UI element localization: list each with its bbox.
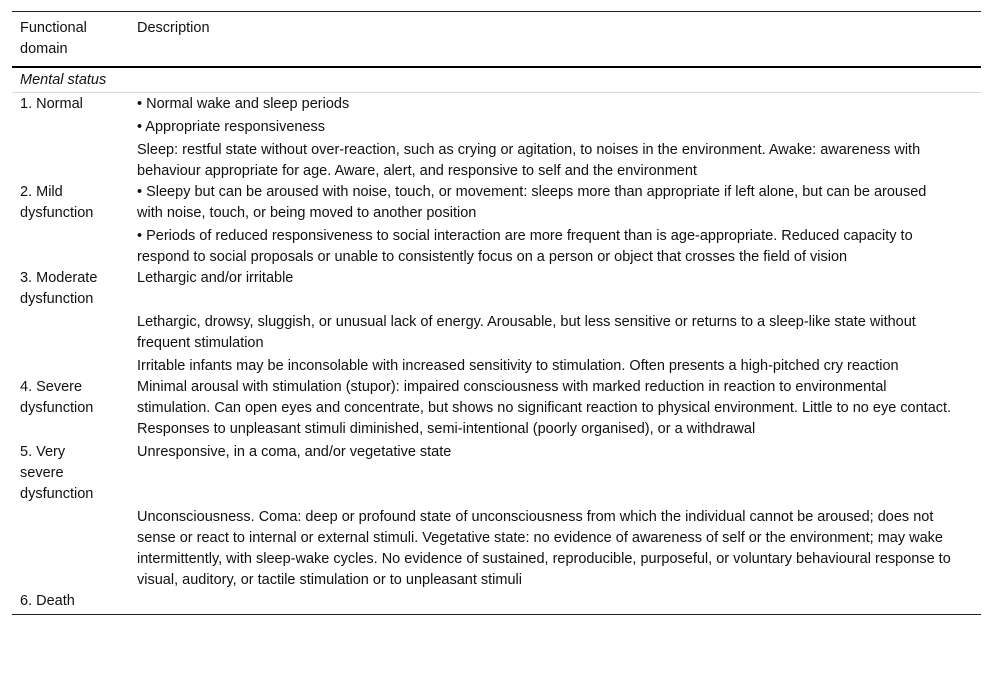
description-text: Lethargic and/or irritable [137, 270, 294, 286]
table-row [12, 268, 981, 377]
section-mental-status: Mental status [12, 68, 981, 93]
header-functional-domain: Functional domain [20, 20, 87, 57]
description-cell [137, 268, 981, 377]
table-row [12, 182, 981, 268]
description-cell [137, 182, 981, 268]
description-text: Unconsciousness. Coma: deep or profound state of unconsciousness from which the individual cannot be aroused; does not sense or react to internal or external stimuli. Vegetative state: no evidence of awareness of self or the environment; may wake intermittently, with sleep-wake cycles. No evidence of sustained, reproducible, purposeful, or voluntary behavioural response to visual, auditory, or tactile stimulation or to unpleasant stimuli [137, 509, 951, 588]
table-row [12, 93, 981, 182]
domain-label: 5. Very severe dysfunction [20, 444, 94, 502]
domain-label: 2. Mild dysfunction [20, 184, 94, 221]
header-description: Description [137, 20, 210, 36]
description-cell [137, 377, 981, 442]
functional-domain-table [12, 11, 981, 615]
table-row [12, 442, 981, 591]
description-text: • Normal wake and sleep periods [137, 96, 350, 112]
description-text: Irritable infants may be inconsolable with increased sensitivity to stimulation. Often presents a high-pitched cry reaction [137, 358, 899, 374]
table-row [12, 591, 981, 614]
description-text: Unresponsive, in a coma, and/or vegetative state [137, 444, 452, 460]
description-cell [137, 442, 981, 591]
description-text: Lethargic, drowsy, sluggish, or unusual lack of energy. Arousable, but less sensitive or returns to a sleep-like state without frequent stimulation [137, 314, 916, 351]
description-cell [137, 94, 981, 182]
domain-label: 4. Severe dysfunction [20, 379, 94, 416]
description-text: Minimal arousal with stimulation (stupor): impaired consciousness with marked reduction in reaction to environmental stimulation. Can open eyes and concentrate, but shows no significant reaction to physical environment. Little to no eye contact. Responses to unpleasant stimuli diminished, semi-intentional (poorly organised), or a withdrawal [137, 379, 952, 437]
table-row [12, 377, 981, 442]
description-cell [137, 591, 981, 612]
description-text: • Periods of reduced responsiveness to social interaction are more frequent than is age-appropriate. Reduced capacity to respond to social proposals or unable to consistently focus on a person or object that crosses the field of vision [137, 228, 913, 265]
domain-label: 1. Normal [20, 96, 83, 112]
domain-label: 3. Moderate dysfunction [20, 270, 98, 307]
description-text: Sleep: restful state without over-reaction, such as crying or agitation, to noises in the environment. Awake: awareness with behaviour appropriate for age. Aware, alert, and responsive to self and the environment [137, 142, 921, 179]
domain-label: 6. Death [20, 593, 75, 609]
table-header [12, 12, 981, 68]
description-text: • Sleepy but can be aroused with noise, touch, or movement: sleeps more than appropriate if left alone, but can be aroused with noise, touch, or being moved to another position [137, 184, 927, 221]
description-text: • Appropriate responsiveness [137, 119, 326, 135]
